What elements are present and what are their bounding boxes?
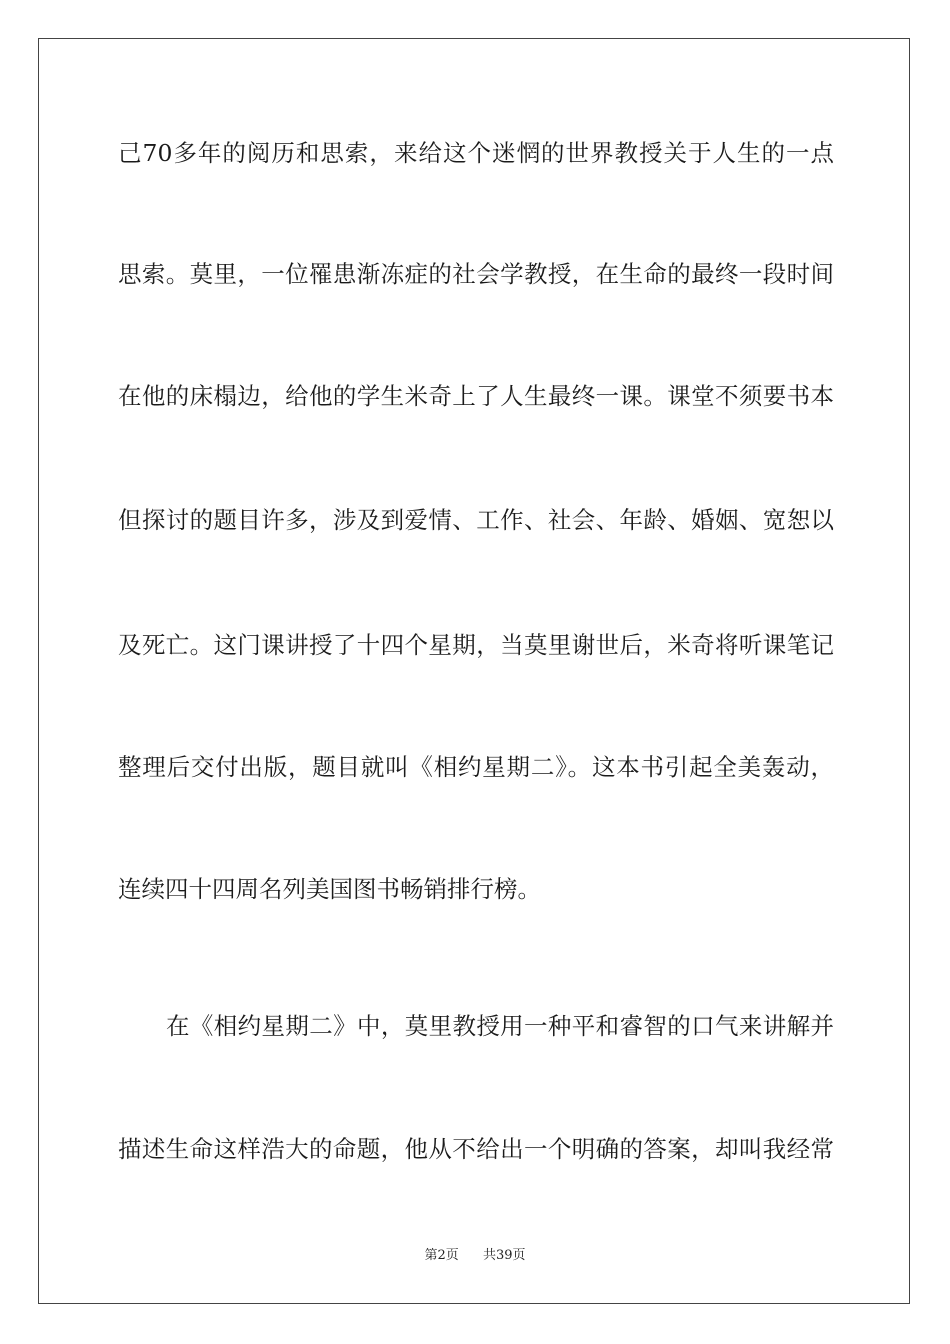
page-footer [0,1247,950,1265]
paragraph-line: 思索。莫里，一位罹患渐冻症的社会学教授，在生命的最终一段时间 [118,260,834,288]
paragraph-line: 整理后交付出版，题目就叫《相约星期二》。这本书引起全美轰动， [118,753,834,781]
page-frame [38,38,910,1304]
paragraph-line: 在《相约星期二》中，莫里教授用一种平和睿智的口气来讲解并 [166,1012,834,1040]
page-number: 第2页 [424,1248,459,1263]
paragraph-line: 但探讨的题目许多，涉及到爱情、工作、社会、年龄、婚姻、宽恕以 [118,506,834,534]
paragraph-line: 描述生命这样浩大的命题，他从不给出一个明确的答案，却叫我经常 [118,1135,834,1163]
paragraph-line: 己70多年的阅历和思索，来给这个迷惘的世界教授关于人生的一点 [118,139,834,167]
paragraph-line: 及死亡。这门课讲授了十四个星期，当莫里谢世后，米奇将听课笔记 [118,631,834,659]
total-pages: 共39页 [483,1248,526,1263]
paragraph-line: 连续四十四周名列美国图书畅销排行榜。 [118,875,541,903]
paragraph-line: 在他的床榻边，给他的学生米奇上了人生最终一课。课堂不须要书本 [118,382,834,410]
